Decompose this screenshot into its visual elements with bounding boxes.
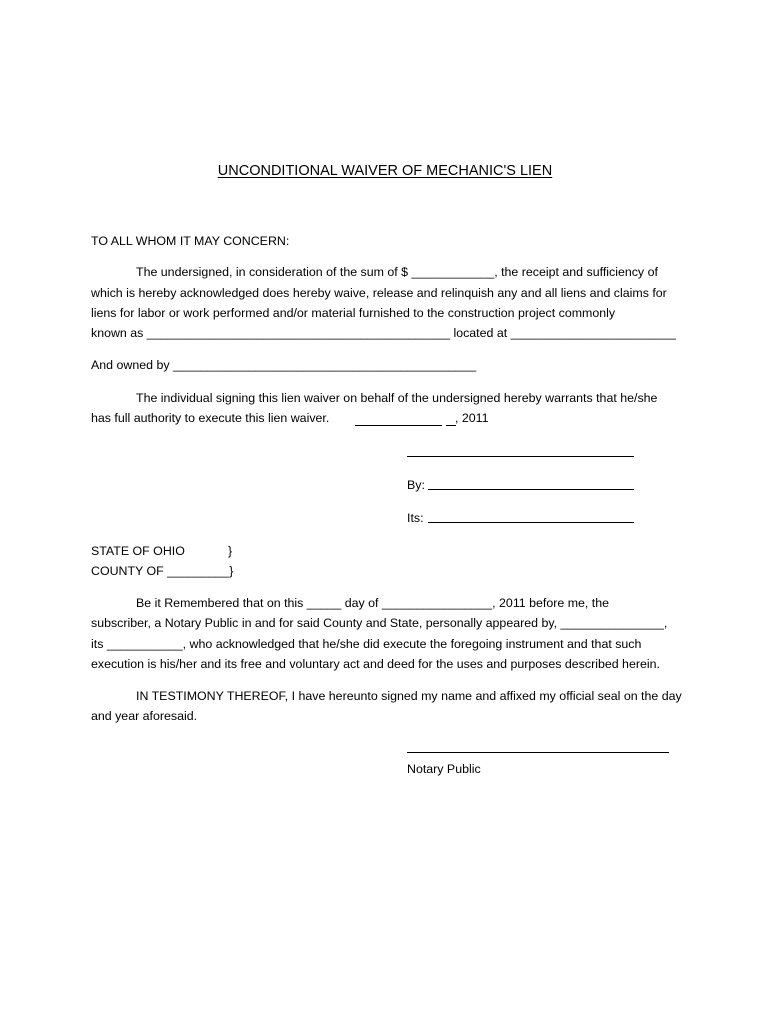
its-label: Its: — [407, 511, 424, 525]
year-2011: , 2011 — [455, 411, 489, 425]
paragraph-1-line-3: liens for labor or work performed and/or material furnished to the construction project commonly — [91, 306, 616, 320]
notary-signature-line — [407, 752, 669, 753]
owned-by-line: And owned by ____________________________________________ — [91, 358, 477, 372]
paragraph-3-line-2: subscriber, a Notary Public in and for said County and State, personally appeared by, _______________, — [91, 616, 668, 630]
document-title: UNCONDITIONAL WAIVER OF MECHANIC'S LIEN — [217, 163, 553, 179]
by-line — [428, 489, 634, 490]
paragraph-4-line-1: IN TESTIMONY THEREOF, I have hereunto signed my name and affixed my official seal on the day — [136, 689, 682, 703]
state-brace: } — [228, 544, 233, 558]
notary-public-label: Notary Public — [407, 762, 481, 776]
salutation: TO ALL WHOM IT MAY CONCERN: — [91, 234, 290, 248]
paragraph-1-line-4: known as ____________________________________________ located at ________________________ — [91, 326, 676, 340]
its-line — [428, 522, 634, 523]
county-of: COUNTY OF _________} — [91, 564, 234, 578]
paragraph-4-line-2: and year aforesaid. — [91, 709, 198, 723]
by-label: By: — [407, 478, 425, 492]
paragraph-2-line-1: The individual signing this lien waiver on behalf of the undersigned hereby warrants that he/she — [136, 391, 658, 405]
paragraph-3-line-3: its ___________, who acknowledged that he/she did execute the foregoing instrument and that such — [91, 637, 642, 651]
date-blank — [355, 425, 442, 426]
paragraph-3-line-4: execution is his/her and its free and voluntary act and deed for the uses and purposes described herein. — [91, 657, 660, 671]
signature-line — [407, 456, 634, 457]
state-of-ohio: STATE OF OHIO — [91, 544, 185, 558]
paragraph-1-line-2: which is hereby acknowledged does hereby waive, release and relinquish any and all liens and claims for — [91, 286, 667, 300]
paragraph-2-line-2: has full authority to execute this lien waiver. — [91, 411, 330, 425]
paragraph-1-line-1: The undersigned, in consideration of the sum of $ ____________, the receipt and sufficiency of — [136, 265, 658, 279]
paragraph-3-line-1: Be it Remembered that on this _____ day of ________________, 2011 before me, the — [136, 596, 610, 610]
